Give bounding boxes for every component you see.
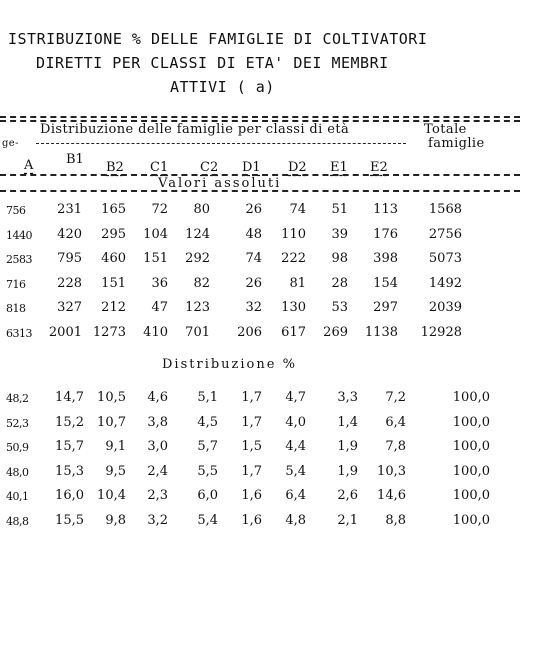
table-cell: 2,6	[337, 488, 358, 503]
table-cell: 5,7	[197, 439, 218, 454]
table-cell: 292	[185, 251, 210, 266]
table-cell: 113	[373, 202, 398, 217]
table-cell: 9,8	[105, 512, 126, 528]
top-rule-1	[0, 116, 520, 118]
row-stub-cell: 1440	[6, 228, 32, 242]
table-cell: 98	[331, 251, 348, 266]
table-cell: 1,7	[241, 390, 262, 405]
table-cell: 410	[143, 324, 168, 340]
table-cell: 5,1	[197, 390, 218, 405]
table-cell: 26	[245, 275, 262, 291]
table-cell: 9,5	[105, 463, 126, 479]
table-cell: 8,8	[385, 512, 406, 528]
table-cell: 39	[331, 226, 348, 242]
column-header-a: A	[24, 158, 34, 173]
table-cell: 1,7	[241, 463, 262, 479]
table-cell: 15,3	[55, 463, 84, 479]
table-cell: 1,7	[241, 414, 262, 430]
table-cell: 15,5	[55, 512, 84, 528]
table-cell: 124	[185, 226, 210, 242]
table-cell: 100,0	[452, 463, 490, 479]
left-stub-label: ge-	[2, 138, 19, 149]
table-cell: 1,9	[337, 463, 358, 479]
table-cell: 80	[193, 202, 210, 217]
table-cell: 28	[331, 275, 348, 291]
table-cell: 10,4	[97, 488, 126, 503]
row-stub-cell: 48,8	[6, 514, 29, 528]
table-cell: 5,4	[285, 463, 306, 479]
table-cell: 2756	[428, 226, 462, 242]
table-cell: 460	[101, 251, 126, 266]
table-cell: 9,1	[105, 439, 126, 454]
table-cell: 26	[245, 202, 262, 217]
column-header-e1: E1	[330, 160, 348, 175]
table-cell: 100,0	[452, 488, 490, 503]
table-cell: 100,0	[452, 390, 490, 405]
table-cell: 206	[237, 324, 262, 340]
section-absolute-values: Valori assoluti	[158, 176, 282, 191]
row-stub-cell: 40,1	[6, 490, 29, 503]
table-cell: 617	[281, 324, 306, 340]
table-cell: 48	[245, 226, 262, 242]
table-cell: 74	[289, 202, 306, 217]
table-cell: 2,4	[147, 463, 168, 479]
table-cell: 3,2	[147, 512, 168, 528]
table-cell: 4,7	[285, 390, 306, 405]
table-cell: 81	[289, 275, 306, 291]
table-cell: 327	[57, 300, 82, 315]
table-cell: 15,7	[55, 439, 84, 454]
column-header-d1: D1	[242, 160, 261, 175]
table-cell: 14,6	[377, 488, 406, 503]
table-cell: 82	[193, 275, 210, 291]
row-stub-cell: 2583	[6, 253, 32, 266]
table-cell: 795	[57, 251, 82, 266]
row-stub-cell: 818	[6, 302, 26, 315]
column-header-d2: D2	[288, 160, 307, 175]
header-sub-rule	[36, 143, 406, 144]
table-cell: 420	[57, 226, 82, 242]
column-header-b2: B2	[106, 160, 124, 175]
table-cell: 222	[281, 251, 306, 266]
table-cell: 701	[185, 324, 210, 340]
total-header-families: famiglie	[428, 136, 485, 151]
section-rule	[0, 190, 520, 192]
table-cell: 1,6	[241, 512, 262, 528]
row-stub-cell: 48,0	[6, 465, 29, 479]
table-cell: 4,8	[285, 512, 306, 528]
table-cell: 1138	[364, 324, 398, 340]
table-cell: 130	[281, 300, 306, 315]
table-cell: 5,5	[197, 463, 218, 479]
table-cell: 1,9	[337, 439, 358, 454]
column-header-b1: B1	[66, 152, 84, 167]
row-stub-cell: 48,2	[6, 392, 29, 405]
table-cell: 74	[245, 251, 262, 266]
table-cell: 2039	[428, 300, 462, 315]
table-cell: 7,8	[385, 439, 406, 454]
table-cell: 151	[101, 275, 126, 291]
title-line-3: ATTIVI ( a)	[170, 78, 275, 96]
total-header: Totale	[424, 122, 467, 137]
table-cell: 10,7	[97, 414, 126, 430]
table-cell: 3,0	[147, 439, 168, 454]
table-cell: 16,0	[55, 488, 84, 503]
table-cell: 6,0	[197, 488, 218, 503]
table-cell: 1,4	[337, 414, 358, 430]
table-cell: 151	[143, 251, 168, 266]
table-cell: 47	[151, 300, 168, 315]
table-cell: 2,1	[337, 512, 358, 528]
table-cell: 7,2	[385, 390, 406, 405]
table-cell: 231	[57, 202, 82, 217]
table-cell: 32	[245, 300, 262, 315]
table-cell: 10,5	[97, 390, 126, 405]
title-line-1: ISTRIBUZIONE % DELLE FAMIGLIE DI COLTIVATORI	[8, 30, 428, 48]
table-cell: 12928	[420, 324, 462, 340]
table-cell: 295	[101, 226, 126, 242]
table-cell: 297	[373, 300, 398, 315]
row-stub-cell: 756	[6, 204, 26, 217]
table-cell: 269	[323, 324, 348, 340]
table-cell: 1273	[92, 324, 126, 340]
row-stub-cell: 52,3	[6, 416, 29, 430]
table-cell: 4,4	[285, 439, 306, 454]
table-cell: 53	[331, 300, 348, 315]
table-cell: 6,4	[285, 488, 306, 503]
row-stub-cell: 6313	[6, 326, 32, 340]
table-cell: 1,5	[241, 439, 262, 454]
table-cell: 4,0	[285, 414, 306, 430]
table-cell: 100,0	[452, 439, 490, 454]
table-cell: 176	[373, 226, 398, 242]
table-cell: 4,5	[197, 414, 218, 430]
table-cell: 2,3	[147, 488, 168, 503]
table-cell: 4,6	[147, 390, 168, 405]
table-cell: 36	[151, 275, 168, 291]
title-line-2: DIRETTI PER CLASSI DI ETA' DEI MEMBRI	[36, 54, 389, 72]
table-cell: 5,4	[197, 512, 218, 528]
table-cell: 14,7	[55, 390, 84, 405]
table-cell: 6,4	[385, 414, 406, 430]
table-cell: 3,8	[147, 414, 168, 430]
table-cell: 1,6	[241, 488, 262, 503]
table-cell: 110	[281, 226, 306, 242]
table-cell: 10,3	[377, 463, 406, 479]
section-percent-distribution: Distribuzione %	[162, 357, 297, 372]
table-cell: 398	[373, 251, 398, 266]
column-header-c2: C2	[200, 160, 219, 175]
table-cell: 165	[101, 202, 126, 217]
distribution-header: Distribuzione delle famiglie per classi di età	[40, 122, 350, 137]
table-cell: 100,0	[452, 414, 490, 430]
table-cell: 100,0	[452, 512, 490, 528]
table-cell: 1492	[428, 275, 462, 291]
column-header-e2: E2	[370, 160, 388, 175]
column-header-c1: C1	[150, 160, 169, 175]
table-cell: 123	[185, 300, 210, 315]
table-cell: 72	[151, 202, 168, 217]
table-cell: 3,3	[337, 390, 358, 405]
table-cell: 228	[57, 275, 82, 291]
table-cell: 104	[143, 226, 168, 242]
table-cell: 154	[373, 275, 398, 291]
row-stub-cell: 716	[6, 277, 26, 291]
table-cell: 15,2	[55, 414, 84, 430]
table-cell: 212	[101, 300, 126, 315]
table-cell: 2001	[48, 324, 82, 340]
row-stub-cell: 50,9	[6, 441, 29, 454]
table-cell: 51	[331, 202, 348, 217]
table-cell: 1568	[428, 202, 462, 217]
table-cell: 5073	[428, 251, 462, 266]
